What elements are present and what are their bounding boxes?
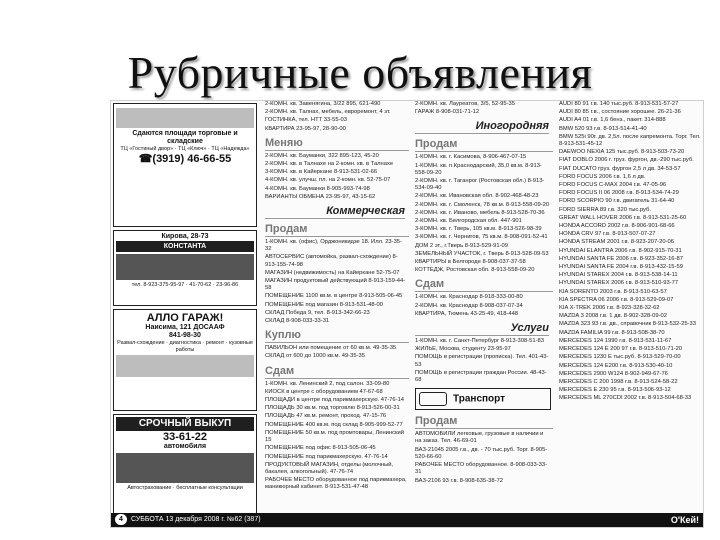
list-item: ПОМОЩЬ в регистрации (прописка). Тел. 401-43-53 xyxy=(415,354,549,368)
slide-title: Рубричные объявления xyxy=(127,47,593,98)
list-item: 2-КОМН. кв. Бауманки, 322 895-123, 45-20 xyxy=(265,152,379,159)
car-listings xyxy=(557,101,703,403)
list-item: AUDI A4 01 г.в. 1,6 бенз., пакет. 314-888 xyxy=(559,117,666,124)
list-item: 1-КОМН. кв. г. Касимова, 8-906-467-07-15 xyxy=(415,154,527,161)
list-item: АВТОСЕРВИС (автомойка, развал-схождение) 8-913-155-74-98 xyxy=(265,254,398,268)
ad-phone: 33-61-22 xyxy=(162,431,208,443)
list-item: FORD SCORPIO 90 г.в. двигатель 31-64-40 xyxy=(559,198,675,205)
list-item: ПЛОЩАДЬ 47 кв.м. ремонт, проход. 47-15-76 xyxy=(265,413,387,420)
list-item: MERCEDES ML 270CDI 2002 г.в. 8-913-504-68-33 xyxy=(559,395,692,402)
list-item: КВАРТИРЫ в Белгороде 8-908-037-37-58 xyxy=(415,259,526,266)
list-item: AUDI 80 91 г.в. 140 тыс.руб. 8-913-531-57-27 xyxy=(559,101,679,107)
list-item: GREAT WALL HOVER 2006 г.в. 8-913-531-25-60 xyxy=(559,214,687,221)
newspaper-page xyxy=(110,100,704,528)
list-item: 2-КОМН. кв. в Талнахе на 2-комн. кв. в Талнахе xyxy=(265,161,394,168)
brand-logo: О'Кей! xyxy=(670,515,699,525)
list-item: 2-КОМН. кв. Белгородская обл. 447-901 xyxy=(415,218,522,225)
list-item: 1-КОМН. кв. г. Санкт-Петербург 8-913-308-51-83 xyxy=(415,338,544,345)
ad-block-trade-centers xyxy=(113,103,257,227)
list-item: KIA SORENTO 2003 г.в. 8-913-510-63-57 xyxy=(559,288,667,295)
issue-date: СУББОТА 13 декабря 2008 г. №62 (387) xyxy=(131,516,261,523)
ad-block-konstanta xyxy=(113,230,257,306)
ad-text: тел. 8-923-375-95-97 · 41-70-62 · 23-96-86 xyxy=(131,282,239,288)
list-item: MERCEDES 124 E200 г.в. 8-913-530-40-10 xyxy=(559,362,673,369)
list-item: СКЛАД 8-908-033-33-31 xyxy=(265,318,330,325)
list-item: HONDA CRV 97 г.в. 8-913-507-07-27 xyxy=(559,231,656,238)
ad-logo-image xyxy=(116,108,254,128)
list-item: MERCEDES 2900 W124 8-902-949-67-76 xyxy=(559,370,668,377)
list-item: 3-КОМН. кв. г. Чернигов, 75 кв.м. 8-908-091-52-41 xyxy=(415,234,548,241)
list-item: 4-КОМН. кв. улучш. пл. на 2-комн. кв. 52-75-07 xyxy=(265,177,391,184)
list-item: BMW 525i 90г. дв. 2,5л. после капремонта. Торг. Тел. 8-913-531-45-12 xyxy=(559,133,701,148)
classifieds-column-4 xyxy=(557,101,703,513)
list-item: FORD FOCUS II 06 2008 г.в. 8-913-534-74-29 xyxy=(559,190,679,197)
list-item: СКЛАД Победа 9, тел. 8-913-342-66-23 xyxy=(265,309,370,316)
list-item: МАГАЗИН продуктовый действующий 8-913-159-44-58 xyxy=(265,278,406,292)
list-item: KIA SPECTRA 06 2006 г.в. 8-913-529-09-07 xyxy=(559,296,674,303)
list-item: 2-КОМН. кв. Лауреатов, 3/5, 52-95-35 xyxy=(415,101,515,107)
section-heading-rent: Сдам xyxy=(415,277,553,292)
ad-heading: АЛЛО ГАРАЖ! xyxy=(146,312,224,324)
ad-address: Наисима, 121 ДОСААФ xyxy=(145,324,225,331)
list-item: HYUNDAI ELANTRA 2006 г.в. 8-902-915-70-31 xyxy=(559,247,682,254)
list-item: MERCEDES E 230 95 г.в. 8-913-506-93-12 xyxy=(559,387,671,394)
ad-text: Автострахование · бесплатные консультации xyxy=(127,485,243,491)
ads-column xyxy=(111,101,259,513)
list-item: 2-КОМН. кв. г. Смоленск, 78 кв.м. 8-913-558-09-20 xyxy=(415,201,550,208)
ad-heading-bar: СРОЧНЫЙ ВЫКУП xyxy=(116,417,254,431)
list-item: РАБОЧЕЕ МЕСТО оборудованное. 8-908-033-33-31 xyxy=(415,462,548,476)
list-item: ПОМЕЩЕНИЕ 1100 кв.м. в центре 8-913-505-06-45 xyxy=(265,293,403,300)
list-item: HONDA STREAM 2001 г.в. 8-923-207-20-06 xyxy=(559,239,675,246)
list-item: СКЛАД от 600 до 1000 кв.м. 49-35-35 xyxy=(265,353,365,360)
list-item: MERCEDES C 200 1998 г.в. 8-913-524-58-22 xyxy=(559,378,678,385)
ad-car-image xyxy=(116,453,254,483)
page-number: 4 xyxy=(115,514,127,525)
list-item: FORD FOCUS 2006 г.в. 1,6 л дв. xyxy=(559,173,646,180)
list-item: FORD SIERRA 89 г.в. 320 тыс.руб. xyxy=(559,206,651,213)
list-item: ПРОДУКТОВЫЙ МАГАЗИН, отделы (молочный, бакалея, алкогольный). 47-76-74 xyxy=(265,461,394,475)
list-item: HYUNDAI SANTA FE 2004 г.в. 8-913-432-15-59 xyxy=(559,264,683,271)
list-item: КВАРТИРА, Тюмень 43-25-49, 418-448 xyxy=(415,310,519,317)
list-item: ПОМОЩЬ в регистрации граждан России. 48-43-68 xyxy=(415,369,547,384)
list-item: MAZDA 323 93 г.в. дв., справочник 8-913-532-25-33 xyxy=(559,321,696,328)
list-item: 1-КОМН. кв. п.Краснодарский, 35,0 кв.м. 8-913-558-09-20 xyxy=(415,162,542,176)
list-item: КИОСК в центре с оборудованием 47-67-68 xyxy=(265,388,383,395)
list-item: ПОМЕЩЕНИЕ под магазин 8-913-531-48-00 xyxy=(265,301,383,308)
list-item: ПОМЕЩЕНИЕ 50 кв.м. под промтовары, Ленинский 15 xyxy=(265,429,405,444)
list-item: ПОМЕЩЕНИЕ под офис 8-913-505-06-45 xyxy=(265,445,376,452)
ad-phone: 841-98-30 xyxy=(169,332,201,339)
list-item: ВАЗ-21045 2005 г.в., дв. - 70 тыс.руб. Торг. 8-905-520-66-60 xyxy=(415,446,548,460)
list-item: 1-КОМН. кв. Краснодар 8-918-333-00-80 xyxy=(415,294,523,301)
list-item: ЖИЛЬЕ, Москва, студенту 23-95-97 xyxy=(415,346,511,353)
list-item: ДОМ 2 эт., г.Тверь 8-913-529-91-09 xyxy=(415,242,508,249)
list-item: HYUNDAI STAREX 2006 г.в. 8-913-510-93-77 xyxy=(559,280,679,287)
ad-text: Развал-схождение · диагностика · ремонт · кузовные работы xyxy=(117,340,253,353)
list-item: AUDI 80 85 г.в., состояние хорошее. 26-21-36 xyxy=(559,109,681,116)
classifieds-column-2 xyxy=(263,101,409,513)
transport-banner-label: Транспорт xyxy=(453,393,506,405)
list-item: ПЛОЩАДЬ 30 кв.м. под торговлю 8-913-526-00-31 xyxy=(265,405,400,412)
list-item: 3-КОМН. кв. г. Тверь, 105 кв.м. 8-913-526-98-39 xyxy=(415,226,542,233)
ad-car-image xyxy=(116,355,254,377)
list-item: MAZDA 3 2008 г.в. 1 дв. 8-902-328-09-02 xyxy=(559,313,667,320)
list-item: 2-КОМН. кв. г. Таганрог (Ростовская обл.) 8-913-534-09-40 xyxy=(415,178,545,192)
list-item: ГАРАЖ 8-908-031-71-12 xyxy=(415,109,480,116)
car-icon xyxy=(419,392,447,406)
section-heading-other-city: Иногородняя xyxy=(415,119,549,134)
list-item: АВТОМОБИЛИ легковые, грузовые в наличии и на заказ. Тел. 46-69-01 xyxy=(415,431,544,445)
list-item: BMW 520 93 г.в. 8-913-514-41-40 xyxy=(559,125,647,132)
section-heading-sell-transport: Продам xyxy=(415,414,553,429)
section-heading-commercial: Коммерческая xyxy=(265,204,405,219)
list-item: 2-КОМН. кв. Краснодар 8-908-037-07-34 xyxy=(415,302,523,309)
list-item: МАГАЗИН (недвижимость) на Кайеркане 52-75-07 xyxy=(265,269,400,276)
section-heading-buy: Куплю xyxy=(265,328,409,343)
newspaper-footer xyxy=(111,513,703,527)
section-heading-sell: Продам xyxy=(415,137,553,152)
list-item: 1-КОМН. кв. Ленинский 2, под салон. 33-09-80 xyxy=(265,380,390,387)
list-item: FIAT DUCATO груз. фургон 2,5 л дв. 34-53-57 xyxy=(559,165,681,172)
ad-block-garage xyxy=(113,309,257,411)
list-item: MERCEDES 124 1990 г.в. 8-913-531-11-67 xyxy=(559,337,672,344)
list-item: HYUNDAI STAREX 2004 г.в. 8-913-538-14-11 xyxy=(559,272,678,279)
list-item: DAEWOO NEXIA 125 тыс.руб. 8-913-503-73-20 xyxy=(559,149,685,156)
ad-brand-bar: КОНСТАНТА xyxy=(116,241,254,252)
list-item: FORD FOCUS C-MAX 2004 г.в. 47-05-96 xyxy=(559,182,667,189)
list-item: MERCEDES 1230 E тыс.руб. 8-913-529-70-00 xyxy=(559,354,681,361)
list-item: 2-КОМН. кв. Талнах, мебель, евроремонт, 4 эт. xyxy=(265,109,391,116)
list-item: 2-КОМН. кв. Ивановская обл. 8-902-468-48-23 xyxy=(415,193,539,200)
list-item: MERCEDES 124 E 200 97 г.в. 8-913-510-71-20 xyxy=(559,346,683,353)
list-item: 1-КОМН. кв. (офис), Орджоникидзе 18. Илл. 23-35-32 xyxy=(265,239,402,253)
list-item: ПОМЕЩЕНИЕ под парикмахерскую. 47-76-14 xyxy=(265,453,388,460)
list-item: ЗЕМЕЛЬНЫЙ УЧАСТОК, г. Тверь 8-913-528-09-53 xyxy=(415,250,549,257)
ad-phone: ☎(3919) 46-66-55 xyxy=(138,152,232,165)
list-item: HONDA ACCORD 2002 г.в. 8-906-901-68-66 xyxy=(559,223,675,230)
ad-block-buyout xyxy=(113,414,257,513)
list-item: ВАЗ-2106 93 г.в. 8-908-635-38-72 xyxy=(415,477,503,484)
list-item: РАБОЧЕЕ МЕСТО оборудованное под парикмахера, маникюрный кабинет. 8-913-531-47-48 xyxy=(265,477,407,491)
ad-address: Кирова, 28-73 xyxy=(161,233,209,240)
list-item: 4-КОМН. кв. Бауманки 8-905-993-74-98 xyxy=(265,185,370,192)
section-heading-rent: Сдам xyxy=(265,364,409,379)
ad-subheading: автомобиля xyxy=(163,443,207,450)
ad-heading: Сдаются площади торговые и складские xyxy=(132,130,238,145)
list-item: 3-КОМН. кв. в Кайеркане 8-913-531-02-66 xyxy=(265,169,378,176)
classifieds-column-3 xyxy=(413,101,553,513)
list-item: КОТТЕДЖ, Ростовская обл. 8-913-558-09-20 xyxy=(415,267,535,274)
list-item: FIAT DOBLO 2006 г. груз. фургон, дв.-290 тыс.руб. xyxy=(559,157,694,164)
list-item: ПАВИЛЬОН или помещение от 60 кв.м. 49-35-35 xyxy=(265,345,397,352)
list-item: 2-КОМН. кв. Завенягина, 3/22 895, 621-490 xyxy=(265,101,381,107)
list-item: ГОСТИНКА, тел. НТТ 33-55-03 xyxy=(265,117,347,124)
section-heading-services: Услуги xyxy=(415,321,549,336)
list-item: ВАРИАНТЫ ОБМЕНА 23-95-97, 43-15-62 xyxy=(265,193,376,200)
list-item: ПОМЕЩЕНИЕ 400 кв.м. под склад 8-905-999-52-77 xyxy=(265,421,403,428)
list-item: 2-КОМН. кв. г. Иваново, мебель 8-913-528-70-36 xyxy=(415,209,545,216)
transport-banner xyxy=(415,388,551,410)
list-item: ПЛОЩАДИ в центре под парикмахерскую. 47-76-14 xyxy=(265,397,405,404)
ad-text: ТЦ «Гостиный двор» · ТЦ «Ключ» · ТЦ «Надежда» xyxy=(120,146,250,152)
list-item: КВАРТИРА 23-95-97, 28-90-00 xyxy=(265,125,346,132)
list-item: MAZDA FAMILIA 99 г.в. 8-913-508-38-70 xyxy=(559,329,665,336)
section-heading-sell: Продам xyxy=(265,222,409,237)
list-item: HYUNDAI SANTA FE 2006 г.в. 8-923-352-16-87 xyxy=(559,255,683,262)
ad-photo-image xyxy=(116,254,254,280)
list-item: KIA X-TREK 2006 г.в. 8-923-328-32-62 xyxy=(559,305,660,312)
section-heading-change: Меняю xyxy=(265,136,409,151)
